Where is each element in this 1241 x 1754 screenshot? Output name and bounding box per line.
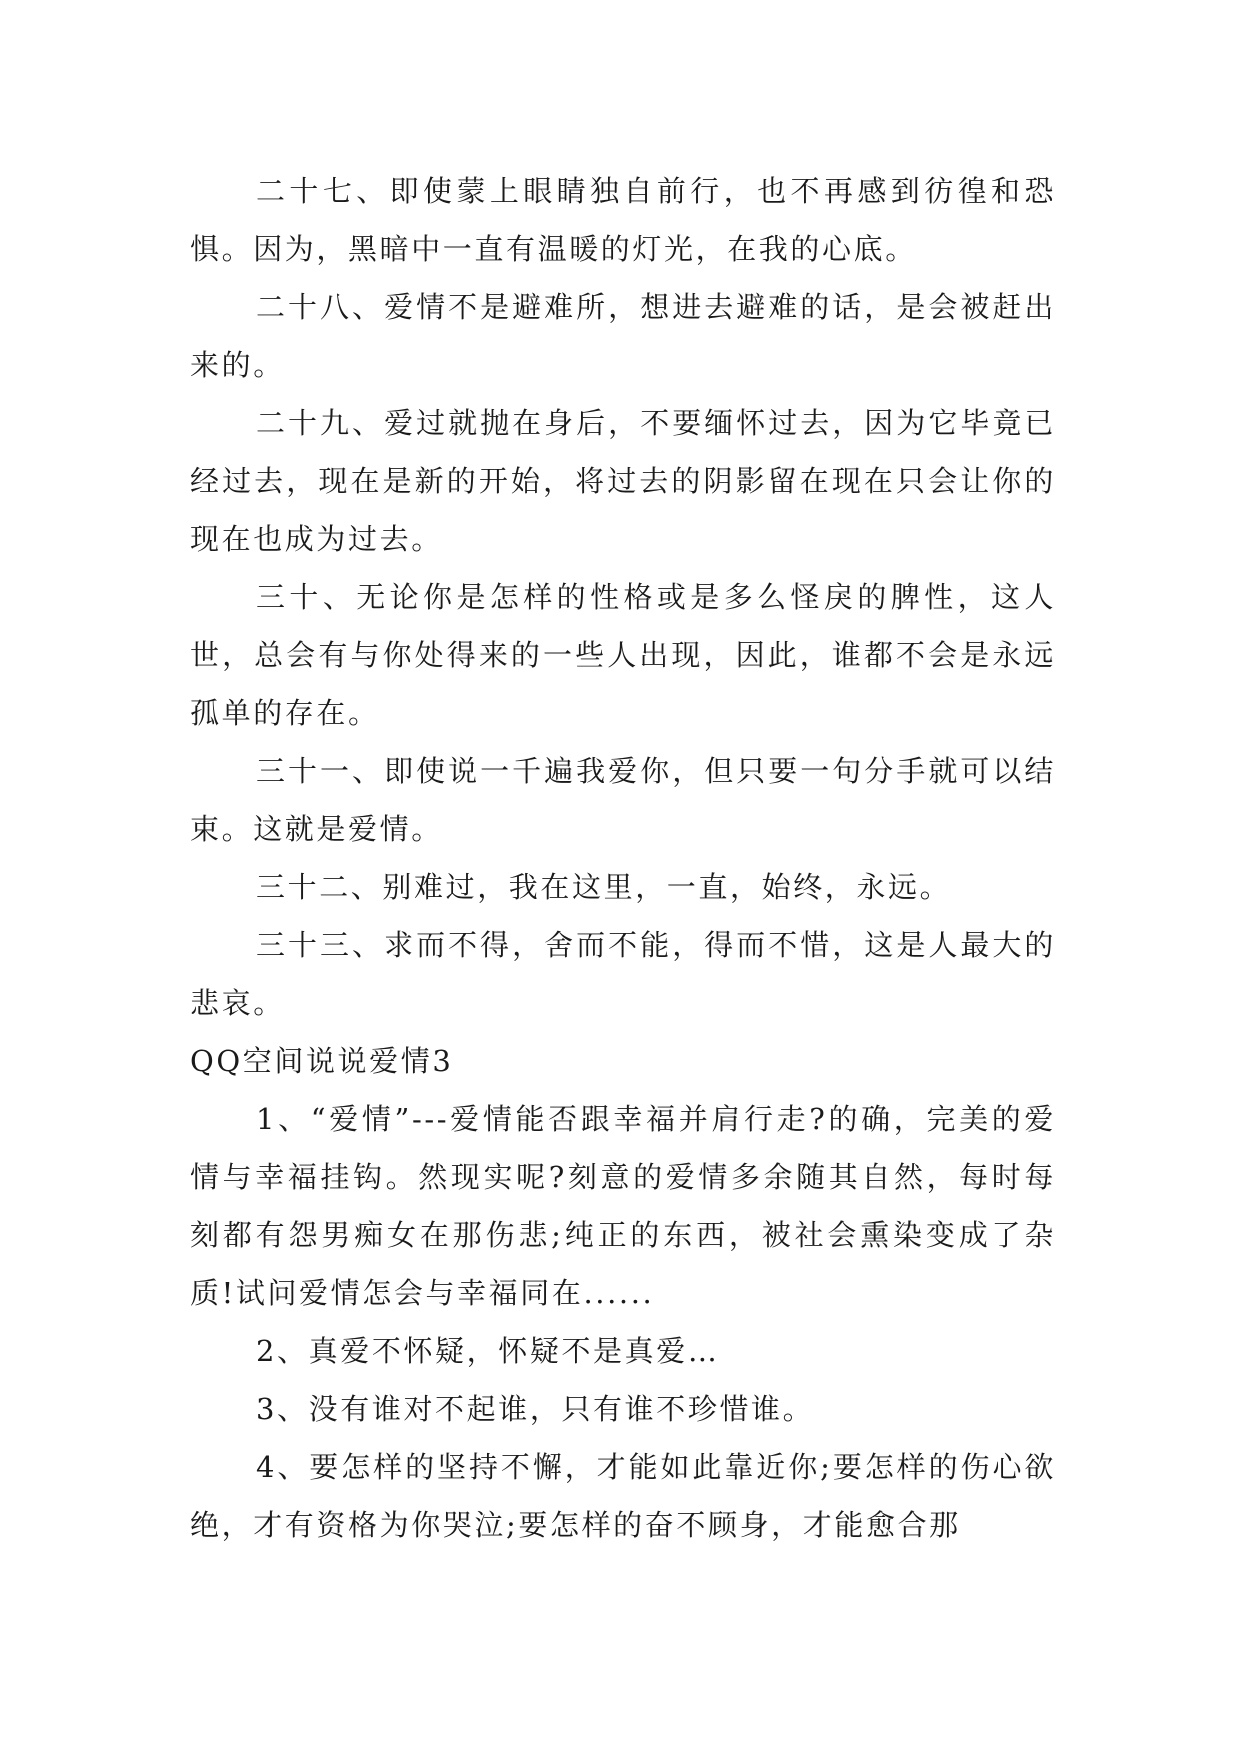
paragraph-33: 三十三、求而不得，舍而不能，得而不惜，这是人最大的悲哀。 <box>190 928 1056 1020</box>
paragraph-s3-2: 2、真爱不怀疑，怀疑不是真爱… <box>256 1334 720 1368</box>
section-heading: QQ空间说说爱情3 <box>190 1044 454 1078</box>
paragraph-s3-1: 1、“爱情”---爱情能否跟幸福并肩行走?的确，完美的爱情与幸福挂钩。然现实呢?刻意的爱情多余随其自然，每时每刻都有怨男痴女在那伤悲;纯正的东西，被社会熏染变成了杂质!试问爱情怎会与幸福同在...... <box>190 1102 1056 1310</box>
paragraph-30: 三十、无论你是怎样的性格或是多么怪戾的脾性，这人世，总会有与你处得来的一些人出现，因此，谁都不会是永远孤单的存在。 <box>190 580 1056 730</box>
paragraph-29: 二十九、爱过就抛在身后，不要缅怀过去，因为它毕竟已经过去，现在是新的开始，将过去的阴影留在现在只会让你的现在也成为过去。 <box>190 406 1056 556</box>
paragraph-s3-3: 3、没有谁对不起谁，只有谁不珍惜谁。 <box>256 1392 815 1426</box>
paragraph-27: 二十七、即使蒙上眼睛独自前行，也不再感到彷徨和恐惧。因为，黑暗中一直有温暖的灯光，在我的心底。 <box>190 174 1056 266</box>
paragraph-32: 三十二、别难过，我在这里，一直，始终，永远。 <box>256 870 952 904</box>
paragraph-28: 二十八、爱情不是避难所，想进去避难的话，是会被赶出来的。 <box>190 290 1056 382</box>
document-body <box>190 162 1056 1554</box>
paragraph-31: 三十一、即使说一千遍我爱你，但只要一句分手就可以结束。这就是爱情。 <box>190 754 1056 846</box>
paragraph-s3-4: 4、要怎样的坚持不懈，才能如此靠近你;要怎样的伤心欲绝，才有资格为你哭泣;要怎样的奋不顾身，才能愈合那 <box>190 1450 1056 1542</box>
